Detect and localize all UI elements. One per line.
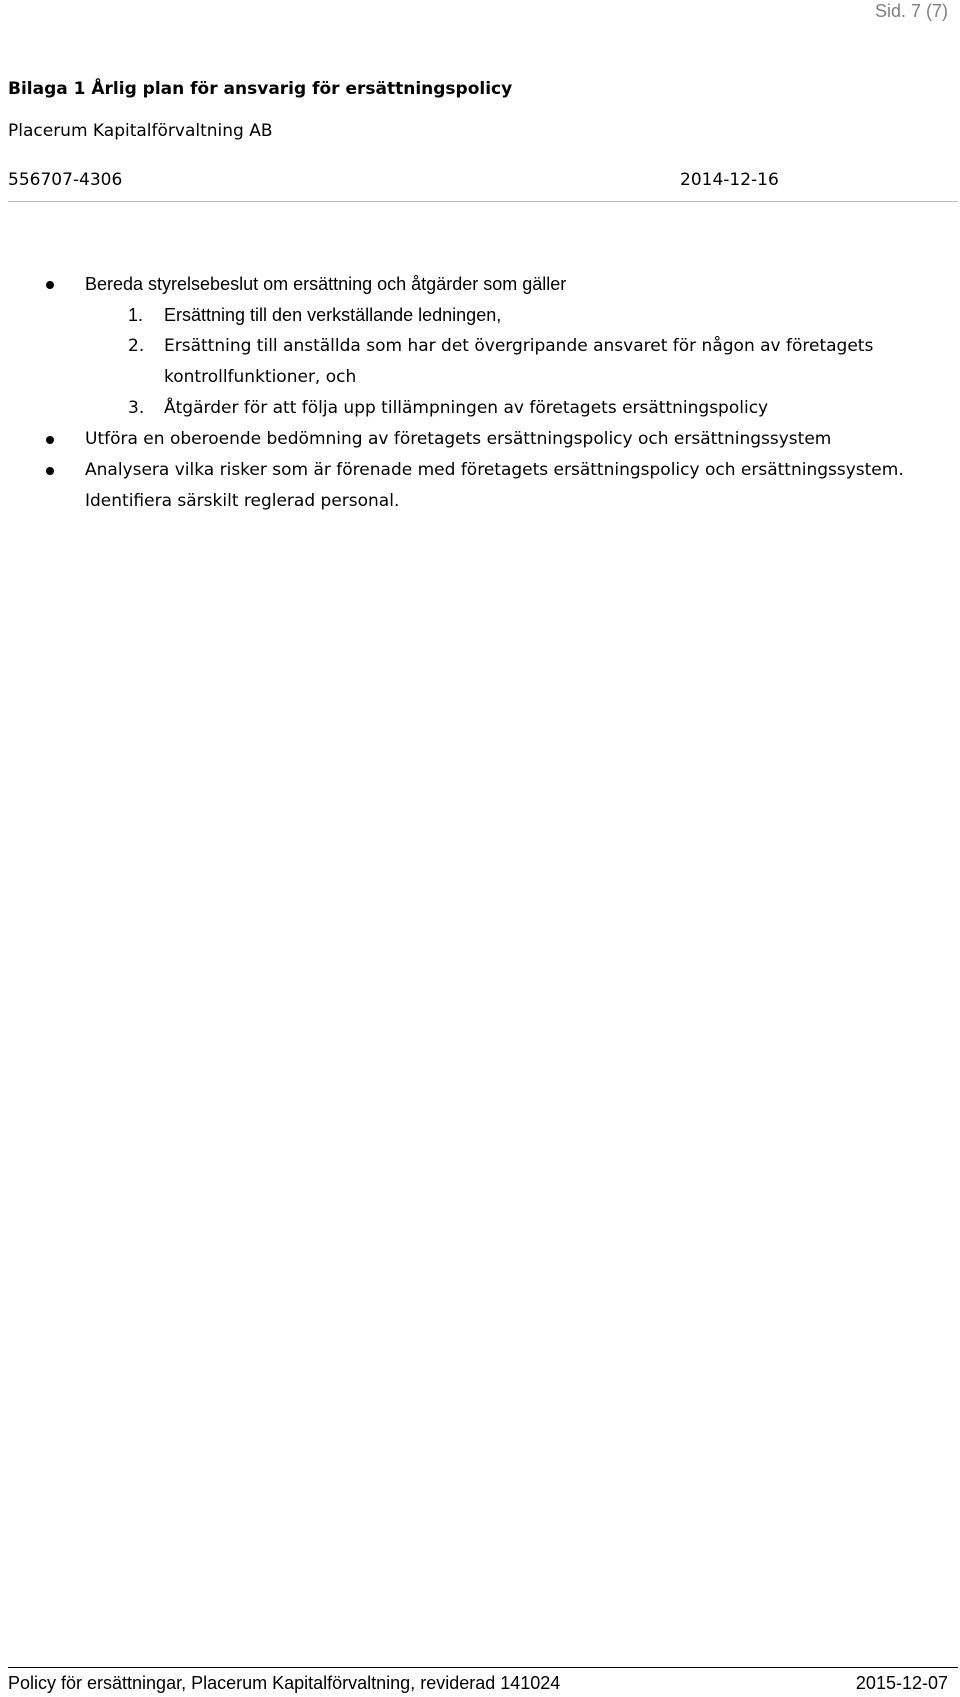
bullet-icon xyxy=(46,436,54,444)
page-footer xyxy=(8,1667,958,1693)
list-item xyxy=(0,459,960,490)
numbered-item-text: Ersättning till den verkställande ledningen, xyxy=(164,305,502,325)
numbered-item xyxy=(0,335,960,366)
numbered-item-text: Ersättning till anställda som har det övergripande ansvaret för någon av företagets xyxy=(164,336,874,356)
numbered-item xyxy=(0,304,960,335)
company-name: Placerum Kapitalförvaltning AB xyxy=(8,121,273,141)
list-item xyxy=(0,273,960,304)
numbered-item-text: Åtgärder för att följa upp tillämpningen av företagets ersättningspolicy xyxy=(164,398,769,418)
numbered-item xyxy=(0,397,960,428)
page-number: Sid. 7 (7) xyxy=(874,1,948,21)
header-meta-row xyxy=(8,169,958,202)
document-title: Bilaga 1 Årlig plan för ansvarig för ersättningspolicy xyxy=(8,79,513,99)
list-item-text: Analysera vilka risker som är förenade med företagets ersättningspolicy och ersättningssystem. xyxy=(85,460,904,480)
numbered-item-continuation xyxy=(0,366,960,397)
document-date: 2014-12-16 xyxy=(680,170,779,190)
item-number: 3. xyxy=(128,398,145,418)
list-item-continuation xyxy=(0,490,960,521)
footer-date: 2015-12-07 xyxy=(855,1673,948,1693)
bullet-icon xyxy=(46,467,54,475)
list-item-text: Bereda styrelsebeslut om ersättning och åtgärder som gäller xyxy=(85,274,567,294)
item-number: 2. xyxy=(128,336,145,356)
document-body xyxy=(0,273,960,521)
item-number: 1. xyxy=(128,305,144,325)
list-item xyxy=(0,428,960,459)
numbered-item-text: kontrollfunktioner, och xyxy=(164,367,357,387)
bullet-icon xyxy=(46,281,54,289)
list-item-text: Utföra en oberoende bedömning av företagets ersättningspolicy och ersättningssystem xyxy=(85,429,832,449)
organization-number: 556707-4306 xyxy=(8,170,123,190)
footer-document-info: Policy för ersättningar, Placerum Kapitalförvaltning, reviderad 141024 xyxy=(8,1673,561,1693)
document-header xyxy=(8,78,958,142)
list-item-text: Identifiera särskilt reglerad personal. xyxy=(85,491,400,511)
